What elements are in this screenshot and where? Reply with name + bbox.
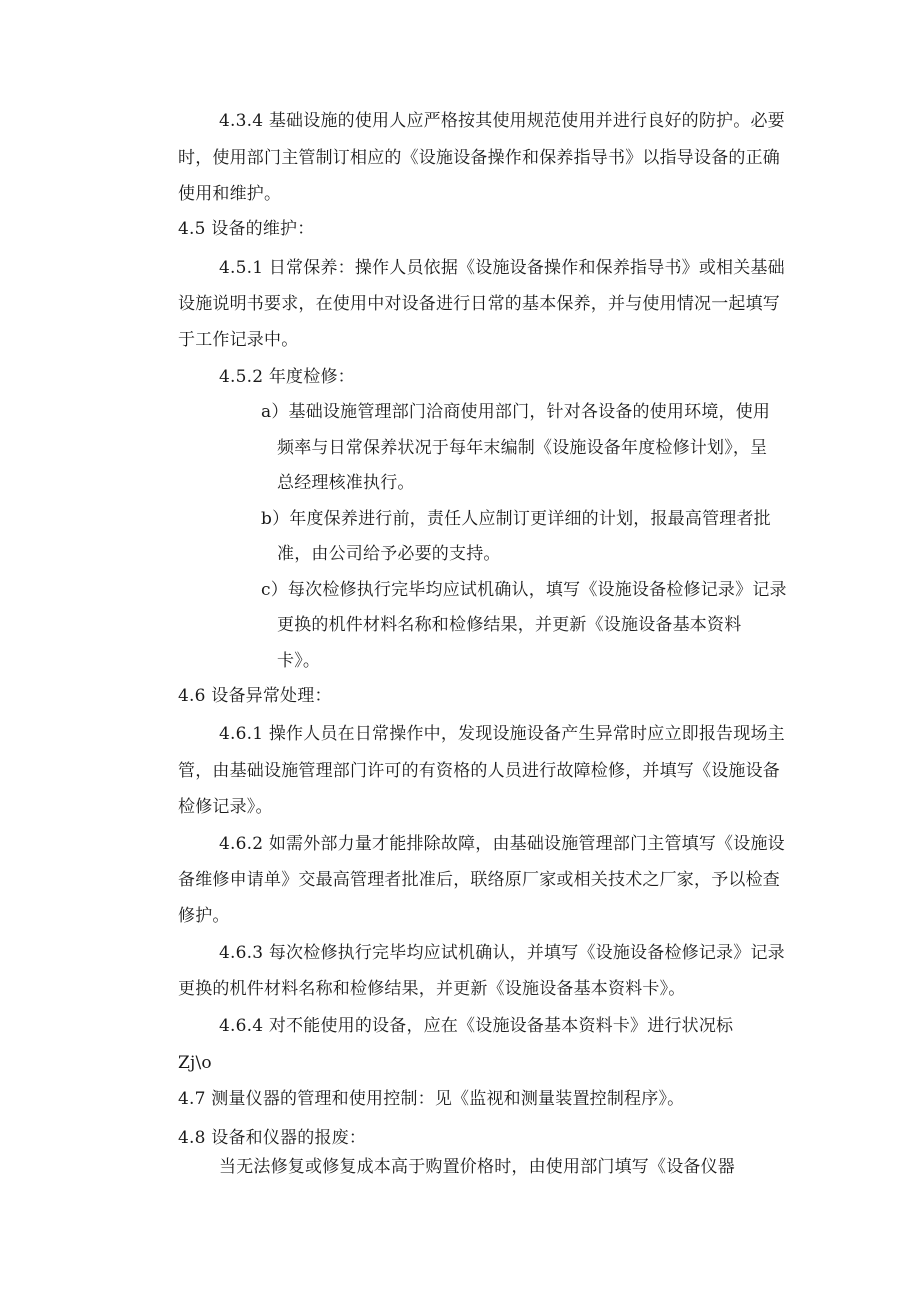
item-b-line-1: b）年度保养进行前，责任人应制订更详细的计划，报最高管理者批 [261, 509, 771, 529]
para-4-6-3-line-2: 更换的机件材料名称和检修结果，并更新《设施设备基本资料卡》。 [178, 979, 686, 999]
para-4-3-4-line-1: 4.3.4 基础设施的使用人应严格按其使用规范使用并进行良好的防护。必要 [219, 111, 785, 131]
para-4-6-1-line-2: 管，由基础设施管理部门许可的有资格的人员进行故障检修，并填写《设施设备 [178, 761, 780, 781]
item-c-line-3: 卡》。 [277, 651, 321, 671]
heading-4-5: 4.5 设备的维护： [178, 219, 315, 239]
para-4-6-2-line-2: 备维修申请单》交最高管理者批准后，联络原厂家或相关技术之厂家，予以检查 [178, 870, 780, 890]
para-4-6-2-line-1: 4.6.2 如需外部力量才能排除故障，由基础设施管理部门主管填写《设施设 [219, 834, 785, 854]
heading-4-6: 4.6 设备异常处理： [178, 686, 332, 706]
para-4-6-1-line-1: 4.6.1 操作人员在日常操作中，发现设施设备产生异常时应立即报告现场主 [219, 724, 785, 744]
item-a-line-2: 频率与日常保养状况于每年末编制《设施设备年度检修计划》，呈 [277, 438, 768, 458]
item-b-line-2: 准，由公司给予必要的支持。 [277, 544, 501, 564]
item-a-line-1: a）基础设施管理部门洽商使用部门，针对各设备的使用环境，使用 [261, 402, 771, 422]
para-4-6-4-line-1: 4.6.4 对不能使用的设备，应在《设施设备基本资料卡》进行状况标 [219, 1016, 734, 1036]
para-4-6-3-line-1: 4.6.3 每次检修执行完毕均应试机确认，并填写《设施设备检修记录》记录 [219, 943, 785, 963]
para-4-8-line-1: 当无法修复或修复成本高于购置价格时，由使用部门填写《设备仪器 [219, 1157, 735, 1177]
para-4-6-1-line-3: 检修记录》。 [178, 797, 273, 817]
para-4-6-4-line-2: Zj\o [178, 1053, 212, 1073]
para-4-5-1-line-3: 于工作记录中。 [178, 330, 299, 350]
para-4-5-1-line-2: 设施说明书要求，在使用中对设备进行日常的基本保养，并与使用情况一起填写 [178, 294, 780, 314]
item-c-line-1: c）每次检修执行完毕均应试机确认，填写《设施设备检修记录》记录 [261, 580, 787, 600]
para-4-3-4-line-2: 时，使用部门主管制订相应的《设施设备操作和保养指导书》以指导设备的正确 [178, 148, 780, 168]
para-4-6-2-line-3: 修护。 [178, 906, 230, 926]
heading-4-5-2: 4.5.2 年度检修： [219, 367, 355, 387]
item-a-line-3: 总经理核准执行。 [277, 473, 415, 493]
para-4-5-1-line-1: 4.5.1 日常保养：操作人员依据《设施设备操作和保养指导书》或相关基础 [219, 258, 785, 278]
para-4-3-4-line-3: 使用和维护。 [178, 184, 282, 204]
item-c-line-2: 更换的机件材料名称和检修结果，并更新《设施设备基本资料 [277, 615, 742, 635]
heading-4-8: 4.8 设备和仪器的报废： [178, 1128, 367, 1148]
heading-4-7: 4.7 测量仪器的管理和使用控制：见《监视和测量装置控制程序》。 [178, 1089, 685, 1109]
